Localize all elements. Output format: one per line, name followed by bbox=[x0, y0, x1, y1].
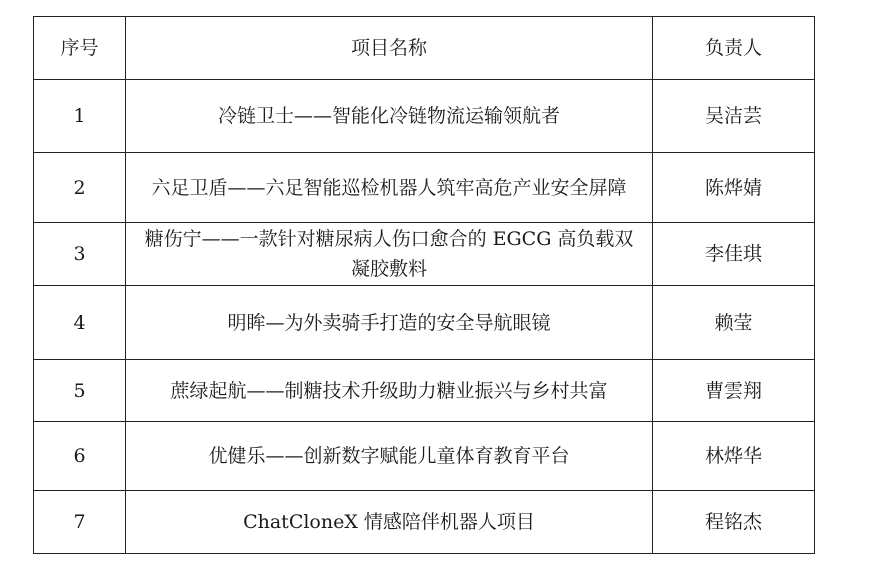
header-owner: 负责人 bbox=[653, 17, 815, 80]
row-project-name: 冷链卫士——智能化冷链物流运输领航者 bbox=[126, 80, 653, 153]
table-row bbox=[34, 223, 815, 286]
row-no: 5 bbox=[34, 360, 126, 422]
row-no: 6 bbox=[34, 422, 126, 491]
row-project-name: 优健乐——创新数字赋能儿童体育教育平台 bbox=[126, 422, 653, 491]
row-project-name: 六足卫盾——六足智能巡检机器人筑牢高危产业安全屏障 bbox=[126, 153, 653, 223]
row-project-name: 糖伤宁——一款针对糖尿病人伤口愈合的 EGCG 高负载双凝胶敷料 bbox=[126, 223, 653, 286]
table-row bbox=[34, 422, 815, 491]
row-owner: 曹雲翔 bbox=[653, 360, 815, 422]
table-row bbox=[34, 80, 815, 153]
table-row bbox=[34, 286, 815, 360]
project-table bbox=[33, 16, 815, 554]
table-row bbox=[34, 153, 815, 223]
row-no: 7 bbox=[34, 491, 126, 554]
header-no: 序号 bbox=[34, 17, 126, 80]
table-row bbox=[34, 360, 815, 422]
row-no: 3 bbox=[34, 223, 126, 286]
row-project-name: ChatCloneX 情感陪伴机器人项目 bbox=[126, 491, 653, 554]
row-no: 1 bbox=[34, 80, 126, 153]
row-no: 2 bbox=[34, 153, 126, 223]
row-project-name: 明眸—为外卖骑手打造的安全导航眼镜 bbox=[126, 286, 653, 360]
row-owner: 程铭杰 bbox=[653, 491, 815, 554]
row-owner: 林烨华 bbox=[653, 422, 815, 491]
row-project-name: 蔗绿起航——制糖技术升级助力糖业振兴与乡村共富 bbox=[126, 360, 653, 422]
row-owner: 赖莹 bbox=[653, 286, 815, 360]
row-owner: 李佳琪 bbox=[653, 223, 815, 286]
header-project-name: 项目名称 bbox=[126, 17, 653, 80]
row-owner: 陈烨婧 bbox=[653, 153, 815, 223]
row-no: 4 bbox=[34, 286, 126, 360]
table-header-row bbox=[34, 17, 815, 80]
row-owner: 吴洁芸 bbox=[653, 80, 815, 153]
table-row bbox=[34, 491, 815, 554]
